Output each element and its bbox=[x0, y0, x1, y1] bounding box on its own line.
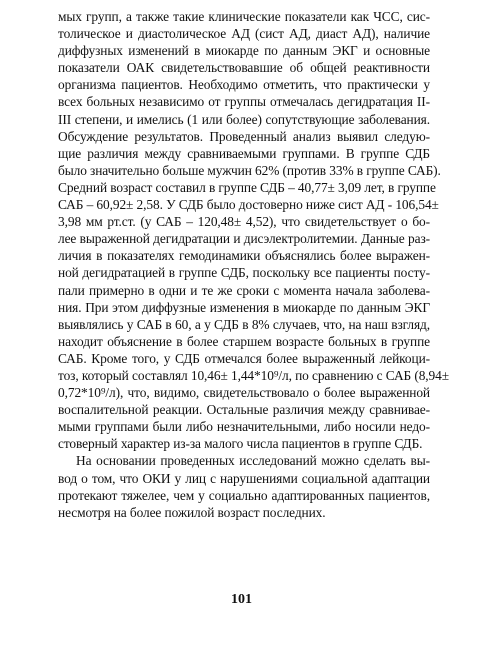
text-line: Средний возраст составил в группе СДБ – 40,77± 3,09 лет, в группе bbox=[58, 179, 436, 195]
text-line: На основании проведенных исследований можно сделать вы- bbox=[76, 453, 430, 469]
body-text bbox=[58, 8, 449, 521]
text-line: вод о том, что ОКИ у лиц с нарушениями социальной адаптации bbox=[58, 470, 430, 486]
text-line: несмотря на более пожилой возраст последних. bbox=[58, 504, 326, 520]
text-line: ной дегидратацией в группе СДБ, поскольку все пациенты посту- bbox=[58, 265, 430, 281]
text-line: показатели ОАК свидетельствовавшие об общей реактивности bbox=[58, 60, 430, 76]
text-line: организма пациентов. Необходимо отметить, что практически у bbox=[58, 77, 430, 93]
text-line: находит объяснение в более старшем возрасте больных в группе bbox=[58, 333, 430, 349]
text-line: мых групп, а также такие клинические показатели как ЧСС, сис- bbox=[58, 9, 430, 24]
text-line: щие различия между сравниваемыми группами. В группе СДБ bbox=[58, 145, 430, 161]
text-line: выявлялись у САБ в 60, а у СДБ в 8% случаев, что, на наш взгляд, bbox=[58, 316, 430, 332]
text-line: ния. При этом диффузные изменения в миокарде по данным ЭКГ bbox=[58, 299, 430, 315]
text-line: стоверный характер из-за малого числа пациентов в группе СДБ. bbox=[58, 436, 423, 452]
text-line: было значительно больше мужчин 62% (против 33% в группе САБ). bbox=[58, 162, 441, 178]
text-line: тоз, который составлял 10,46± 1,44*10⁹/л, по сравнению с САБ (8,94± bbox=[58, 367, 449, 383]
page-number: 101 bbox=[231, 592, 252, 607]
text-line: САБ – 60,92± 2,58. У СДБ было достоверно ниже сист АД - 106,54± bbox=[58, 197, 439, 213]
text-line: III степени, и имелись (1 или более) сопутствующие заболевания. bbox=[58, 111, 430, 127]
text-line: Обсуждение результатов. Проведенный анализ выявил следую- bbox=[58, 128, 430, 144]
text-line: протекают тяжелее, чем у социально адаптированных пациентов, bbox=[58, 487, 430, 503]
text-line: всех больных независимо от группы отмечалась дегидратация II- bbox=[58, 94, 430, 110]
text-line: 0,72*10⁹/л), что, видимо, свидетельствовало о более выраженной bbox=[58, 385, 430, 401]
text-line: толическое и диастолическое АД (сист АД, диаст АД), наличие bbox=[58, 26, 430, 42]
text-line: диффузных изменений в миокарде по данным ЭКГ и основные bbox=[58, 43, 430, 59]
text-line: САБ. Кроме того, у СДБ отмечался более выраженный лейкоци- bbox=[58, 350, 430, 366]
text-line: пали примерно в одни и те же сроки с момента начала заболева- bbox=[58, 282, 430, 298]
text-line: мыми группами были либо незначительными, либо носили недо- bbox=[58, 419, 430, 435]
text-line: личия в показателях гемодинамики объяснялись более выражен- bbox=[58, 248, 430, 264]
text-line: лее выраженной дегидратации и дисэлектролитемии. Данные раз- bbox=[58, 231, 430, 247]
text-line: 3,98 мм рт.ст. (у САБ – 120,48± 4,52), что свидетельствует о бо- bbox=[58, 214, 430, 230]
text-line: воспалительной реакции. Остальные различия между сравнивае- bbox=[58, 402, 430, 418]
